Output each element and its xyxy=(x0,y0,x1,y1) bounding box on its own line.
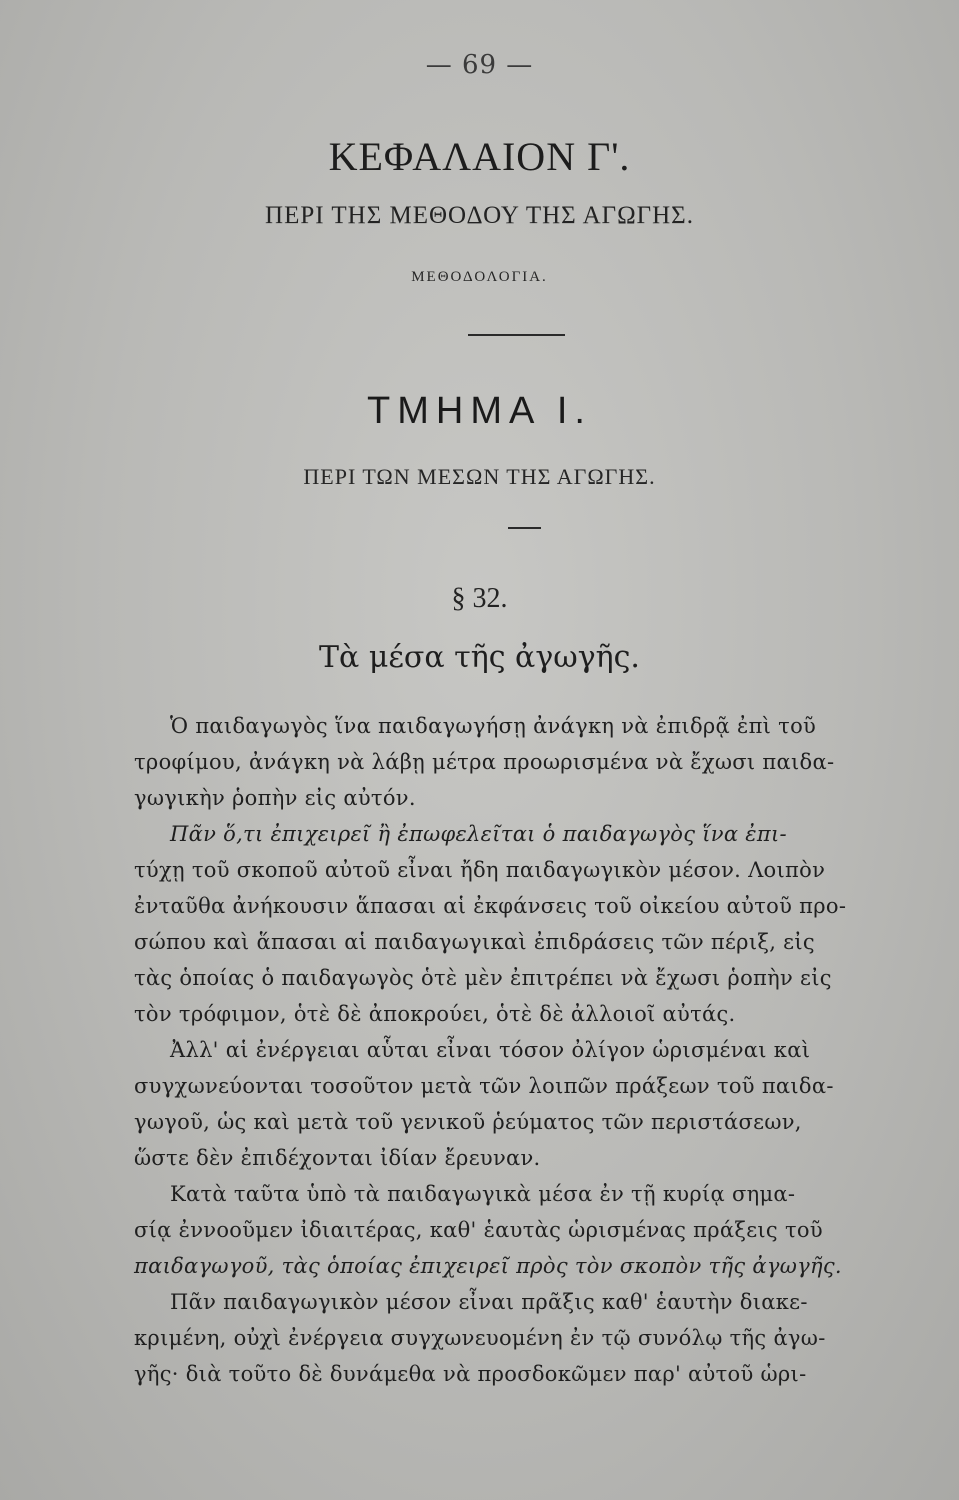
body-text xyxy=(134,708,910,1392)
divider-rule xyxy=(468,334,565,336)
text-line: γωγικὴν ῥοπὴν εἰς αὐτόν. xyxy=(134,786,416,810)
text-line: τύχῃ τοῦ σκοποῦ αὐτοῦ εἶναι ἤδη παιδαγωγικὸν μέσον. Λοιπὸν xyxy=(134,858,826,882)
text-line: Ὁ παιδαγωγὸς ἵνα παιδαγωγήσῃ ἀνάγκη νὰ ἐπιδρᾷ ἐπὶ τοῦ xyxy=(170,714,817,738)
page-number: — 69 — xyxy=(425,50,534,80)
text-line: παιδαγωγοῦ, τὰς ὁποίας ἐπιχειρεῖ πρὸς τὸν σκοπὸν τῆς ἀγωγῆς. xyxy=(134,1254,842,1278)
paragraph-number: § 32. xyxy=(451,583,508,614)
chapter-subtitle: ΠΕΡΙ ΤΗΣ ΜΕΘΟΔΟΥ ΤΗΣ ΑΓΩΓΗΣ. xyxy=(265,202,694,229)
text-line: ἐνταῦθα ἀνήκουσιν ἅπασαι αἱ ἐκφάνσεις τοῦ οἰκείου αὐτοῦ προ- xyxy=(134,894,847,918)
text-line: σίᾳ ἐννοοῦμεν ἰδιαιτέρας, καθ' ἑαυτὰς ὡρισμένας πράξεις τοῦ xyxy=(134,1218,823,1242)
text-line: Κατὰ ταῦτα ὑπὸ τὰ παιδαγωγικὰ μέσα ἐν τῇ κυρίᾳ σημα- xyxy=(170,1182,796,1206)
text-line: συγχωνεύονται τοσοῦτον μετὰ τῶν λοιπῶν πράξεων τοῦ παιδα- xyxy=(134,1074,834,1098)
text-line: γῆς· διὰ τοῦτο δὲ δυνάμεθα νὰ προσδοκῶμεν παρ' αὐτοῦ ὡρι- xyxy=(134,1362,807,1386)
text-line: τὸν τρόφιμον, ὁτὲ δὲ ἀποκρούει, ὁτὲ δὲ ἀλλοιοῖ αὐτάς. xyxy=(134,1002,736,1026)
chapter-small-heading: ΜΕΘΟΔΟΛΟΓΙΑ. xyxy=(411,269,548,285)
section-subtitle: ΠΕΡΙ ΤΩΝ ΜΕΣΩΝ ΤΗΣ ΑΓΩΓΗΣ. xyxy=(303,464,656,489)
text-line: τὰς ὁποίας ὁ παιδαγωγὸς ὁτὲ μὲν ἐπιτρέπει νὰ ἔχωσι ῥοπὴν εἰς xyxy=(134,966,832,990)
section-title: ΤΜΗΜΑ Ι. xyxy=(367,390,592,432)
text-line: τροφίμου, ἀνάγκη νὰ λάβῃ μέτρα προωρισμένα νὰ ἔχωσι παιδα- xyxy=(134,750,835,774)
text-line: Πᾶν ὅ,τι ἐπιχειρεῖ ἢ ἐπωφελεῖται ὁ παιδαγωγὸς ἵνα ἐπι- xyxy=(170,822,787,846)
text-line: γωγοῦ, ὡς καὶ μετὰ τοῦ γενικοῦ ῥεύματος τῶν περιστάσεων, xyxy=(134,1110,802,1134)
short-divider-rule xyxy=(508,527,541,529)
text-line: σώπου καὶ ἅπασαι αἱ παιδαγωγικαὶ ἐπιδράσεις τῶν πέριξ, εἰς xyxy=(134,930,815,954)
text-line: Πᾶν παιδαγωγικὸν μέσον εἶναι πρᾶξις καθ' ἑαυτὴν διακε- xyxy=(170,1290,808,1314)
paragraph-heading: Τὰ μέσα τῆς ἀγωγῆς. xyxy=(319,640,640,675)
chapter-title: ΚΕΦΑΛΑΙΟΝ Γ'. xyxy=(328,134,631,179)
text-line: κριμένη, οὐχὶ ἐνέργεια συγχωνευομένη ἐν τῷ συνόλῳ τῆς ἀγω- xyxy=(134,1326,826,1350)
text-line: Ἀλλ' αἱ ἐνέργειαι αὗται εἶναι τόσον ὀλίγον ὡρισμέναι καὶ xyxy=(170,1038,811,1062)
text-line: ὥστε δὲν ἐπιδέχονται ἰδίαν ἔρευναν. xyxy=(134,1146,541,1170)
